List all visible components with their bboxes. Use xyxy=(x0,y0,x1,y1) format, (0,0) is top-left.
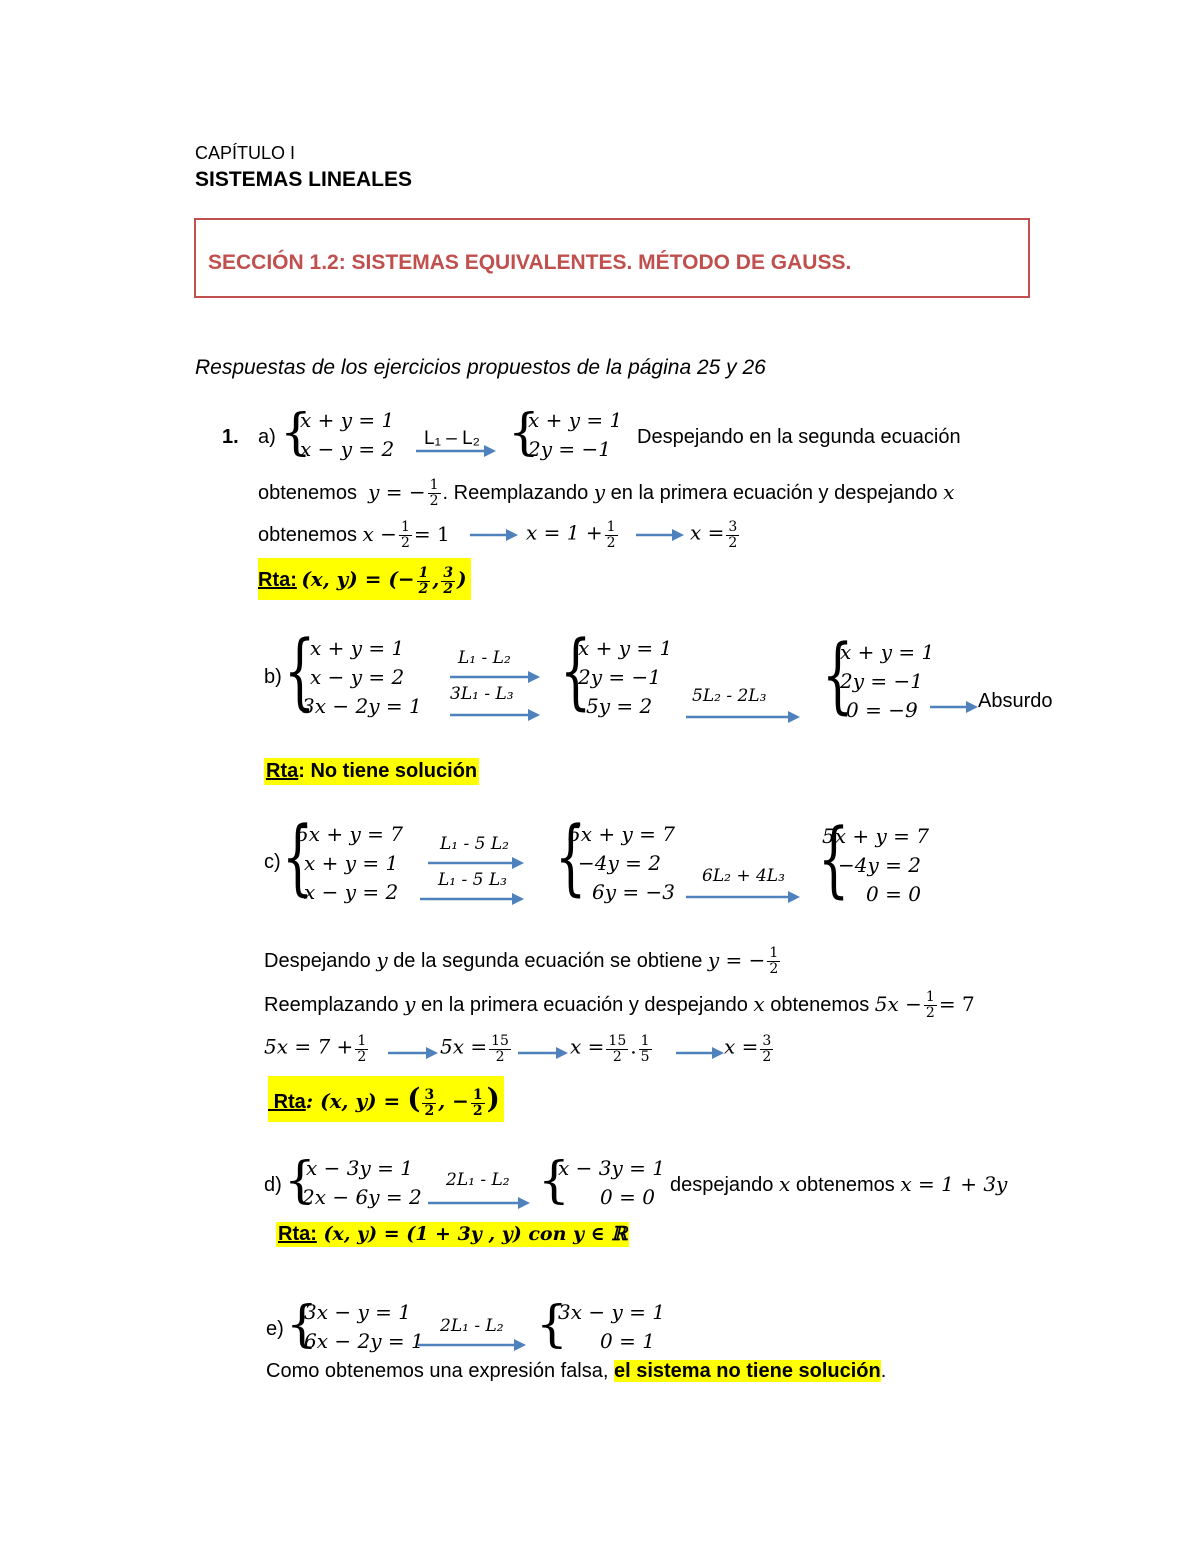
ex-b-system-2: x + y = 1 2y = −1 5y = 2 xyxy=(578,636,673,718)
ex-e-system-2: 3x − y = 1 0 = 1 xyxy=(558,1300,665,1353)
ex-a-line2: obtenemos y = − $\frac{1}{2}$ . Reemplazando y en la primera ecuación y despejando x xyxy=(258,477,955,509)
ex-a-answer: Rta: (x, y) = (− $\frac{1}{2}$ , $\frac{3}{2}$ ) xyxy=(258,558,471,600)
ex-e-conclusion: Como obtenemos una expresión falsa, el sistema no tiene solución. xyxy=(266,1360,887,1382)
ex-a-line3: obtenemos x − $\frac{1}{2}$ = 1 xyxy=(258,519,450,551)
ex-b-label: b) xyxy=(264,666,282,688)
ex-b-answer: Rta: No tiene solución xyxy=(264,758,479,785)
ex-c-step1: 5x = 7 + $\frac{1}{2}$ xyxy=(264,1033,367,1065)
brace-icon: { xyxy=(284,1151,316,1209)
ex-c-operation-1: L₁ - 5 L₂ xyxy=(440,834,509,854)
section-title: SECCIÓN 1.2: SISTEMAS EQUIVALENTES. MÉTODO DE GAUSS. xyxy=(208,251,852,274)
chapter-label: CAPÍTULO I xyxy=(195,143,296,163)
ex-b-operation-3: 5L₂ - 2L₃ xyxy=(692,686,767,706)
intro-text: Respuestas de los ejercicios propuestos de la página 25 y 26 xyxy=(195,356,766,379)
brace-icon: { xyxy=(282,810,314,905)
exercise-number: 1. xyxy=(222,426,239,448)
arrow-right-icon xyxy=(930,700,978,714)
arrow-right-icon xyxy=(416,444,496,458)
brace-icon: { xyxy=(822,628,854,723)
arrow-right-icon xyxy=(418,1338,526,1352)
brace-icon: { xyxy=(284,624,316,719)
brace-icon: { xyxy=(538,1151,570,1209)
ex-c-line1: Despejando y de la segunda ecuación se obtiene y = − $\frac{1}{2}$ xyxy=(264,945,779,977)
arrow-right-icon xyxy=(450,670,540,684)
ex-d-answer: Rta: (x, y) = (1 + 3y , y) con y ∈ ℝ xyxy=(278,1223,628,1245)
ex-b-absurdo: Absurdo xyxy=(978,690,1053,712)
ex-c-operation-3: 6L₂ + 4L₃ xyxy=(702,866,785,886)
arrow-right-icon xyxy=(636,528,684,542)
ex-c-operation-2: L₁ - 5 L₃ xyxy=(438,870,507,890)
arrow-right-icon xyxy=(428,856,524,870)
ex-c-system-1: 5x + y = 7 x + y = 1 x − y = 2 xyxy=(296,822,403,904)
arrow-right-icon xyxy=(428,1196,530,1210)
ex-c-answer: Rta: (x, y) = ( $\frac{3}{2}$ , − $\frac{1}{2}$ ) xyxy=(268,1076,504,1122)
brace-icon: { xyxy=(280,403,312,461)
ex-a-system-2: x + y = 1 2y = −1 xyxy=(528,408,623,461)
section-box xyxy=(194,218,1030,298)
brace-icon: { xyxy=(536,1295,568,1353)
arrow-right-icon xyxy=(518,1046,568,1060)
ex-a-system-1: x + y = 1 x − y = 2 xyxy=(300,408,395,461)
ex-d-operation: 2L₁ - L₂ xyxy=(446,1170,510,1190)
ex-b-operation-1: L₁ - L₂ xyxy=(458,648,511,668)
ex-c-step3: x = $\frac{15}{2}$ . $\frac{1}{5}$ xyxy=(570,1033,650,1065)
ex-c-step2: 5x = $\frac{15}{2}$ xyxy=(440,1033,509,1065)
ex-c-step4: x = $\frac{3}{2}$ xyxy=(724,1033,772,1065)
arrow-right-icon xyxy=(420,892,524,906)
ex-b-system-1: x + y = 1 x − y = 2 3x − 2y = 1 xyxy=(302,636,422,718)
ex-b-system-3: x + y = 1 2y = −1 0 = −9 xyxy=(840,640,935,722)
ex-a-operation: L₁ – L₂ xyxy=(424,428,481,449)
ex-a-eq3: x = $\frac{3}{2}$ xyxy=(690,519,738,551)
brace-icon: { xyxy=(560,624,592,719)
arrow-right-icon xyxy=(676,1046,724,1060)
ex-c-system-3: 5x + y = 7 −4y = 2 0 = 0 xyxy=(822,824,929,906)
brace-icon: { xyxy=(508,403,540,461)
ex-a-label: a) xyxy=(258,426,276,448)
arrow-right-icon xyxy=(686,890,800,904)
ex-b-operation-2: 3L₁ - L₃ xyxy=(450,684,514,704)
ex-d-system-1: x − 3y = 1 2x − 6y = 2 xyxy=(302,1156,422,1209)
brace-icon: { xyxy=(818,812,850,907)
ex-e-system-1: 3x − y = 1 6x − 2y = 1 xyxy=(304,1300,424,1353)
arrow-right-icon xyxy=(470,528,518,542)
ex-e-label: e) xyxy=(266,1318,284,1340)
chapter-title: SISTEMAS LINEALES xyxy=(195,168,413,191)
ex-a-text: Despejando en la segunda ecuación xyxy=(637,426,961,448)
ex-a-eq2: x = 1 + $\frac{1}{2}$ xyxy=(526,519,616,551)
ex-d-text: despejando x obtenemos x = 1 + 3y xyxy=(670,1172,1008,1196)
ex-e-operation: 2L₁ - L₂ xyxy=(440,1316,504,1336)
ex-c-system-2: 5x + y = 7 −4y = 2 6y = −3 xyxy=(568,822,675,904)
arrow-right-icon xyxy=(686,710,800,724)
brace-icon: { xyxy=(286,1295,318,1353)
arrow-right-icon xyxy=(450,708,540,722)
ex-d-label: d) xyxy=(264,1174,282,1196)
arrow-right-icon xyxy=(388,1046,438,1060)
ex-c-line2: Reemplazando y en la primera ecuación y despejando x obtenemos 5x − $\frac{1}{2}$ = 7 xyxy=(264,989,975,1021)
brace-icon: { xyxy=(555,810,587,905)
ex-c-label: c) xyxy=(264,851,281,873)
ex-d-system-2: x − 3y = 1 0 = 0 xyxy=(558,1156,665,1209)
